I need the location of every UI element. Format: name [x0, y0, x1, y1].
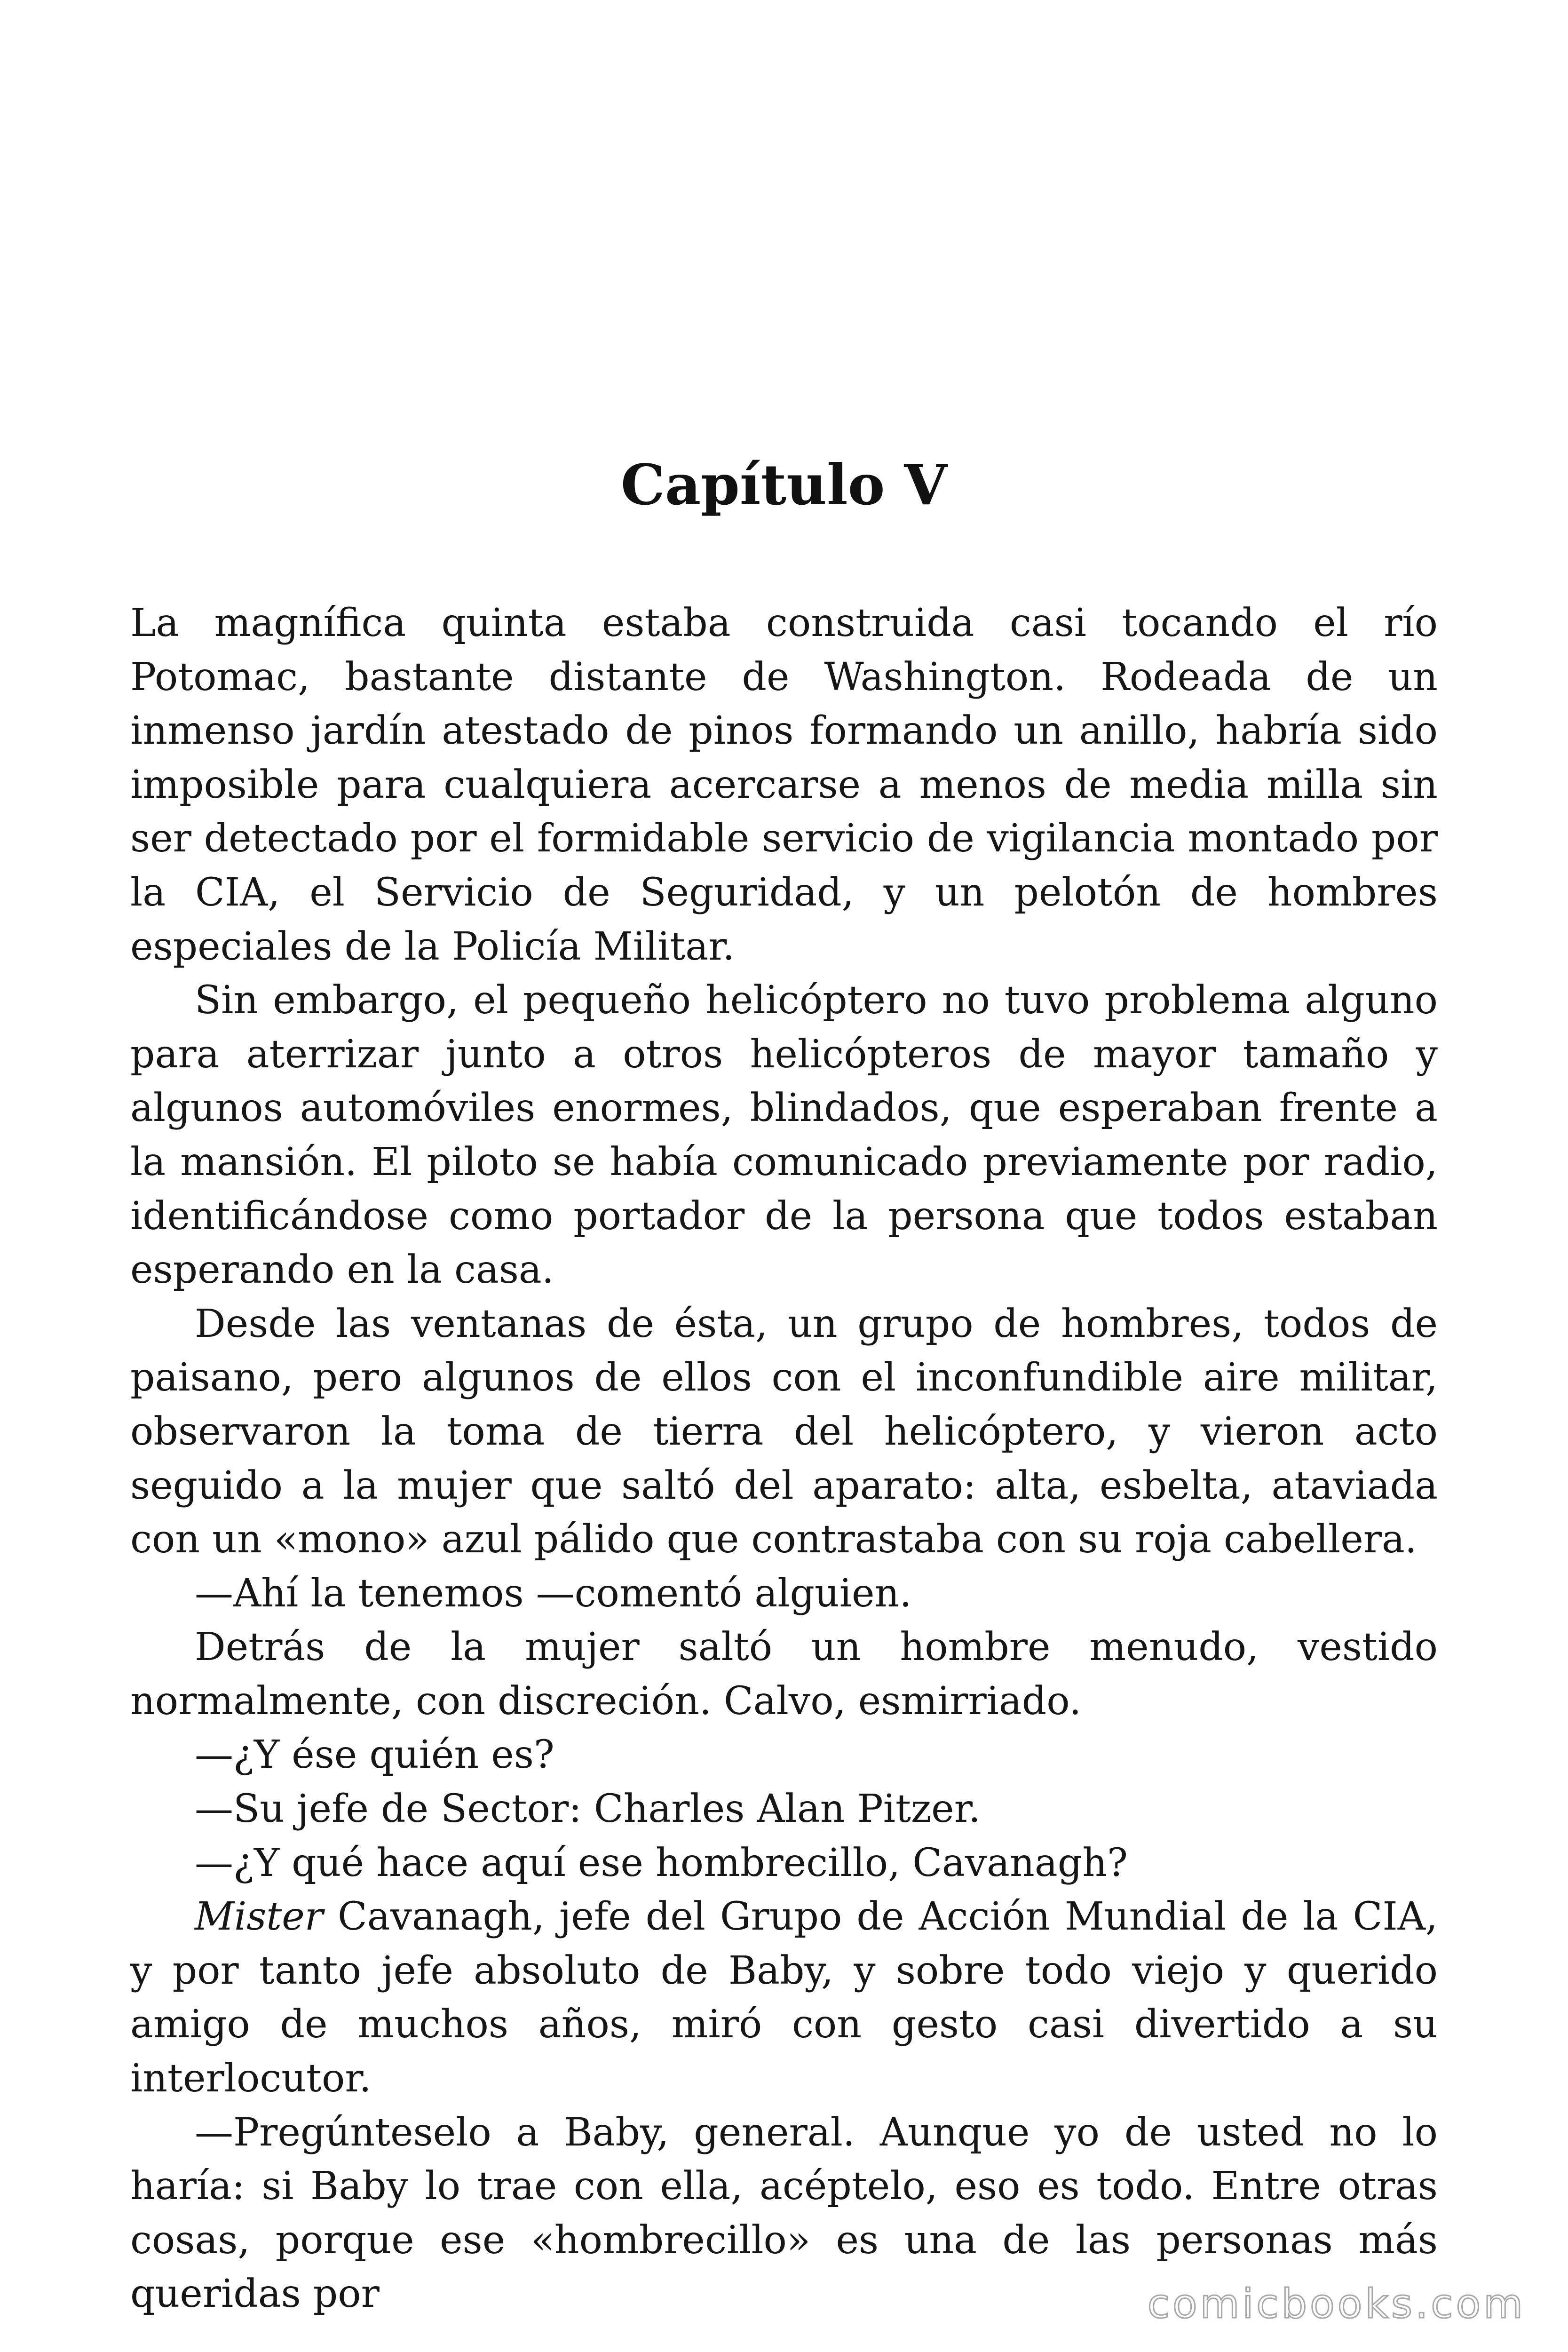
chapter-title: Capítulo V	[620, 452, 948, 517]
paragraph-1: La magnífica quinta estaba construida casi tocando el río Potomac, bastante distante de Washington. Rodeada de un inmenso jardín atestado de pinos formando un anillo, habría sido imposible para cualquiera acercarse a menos de media milla sin ser detectado por el formidable servicio de vigilancia montado por la CIA, el Servicio de Seguridad, y un pelotón de hombres especiales de la Policía Militar.	[130, 601, 1438, 969]
body-text	[130, 596, 1438, 2321]
paragraph-2: Sin embargo, el pequeño helicóptero no tuvo problema alguno para aterrizar junto a otros helicópteros de mayor tamaño y algunos automóviles enormes, blindados, que esperaban frente a la mansión. El piloto se había comunicado previamente por radio, identificándose como portador de la persona que todos estaban esperando en la casa.	[130, 978, 1438, 1293]
paragraph-9-italic-lead: Mister	[195, 1894, 323, 1939]
paragraph-7: —Su jefe de Sector: Charles Alan Pitzer.	[195, 1787, 981, 1832]
paragraph-8: —¿Y qué hace aquí ese hombrecillo, Cavanagh?	[195, 1840, 1128, 1885]
paragraph-4: —Ahí la tenemos —comentó alguien.	[195, 1571, 912, 1616]
paragraph-5: Detrás de la mujer saltó un hombre menudo, vestido normalmente, con discreción. Calvo, esmirriado.	[130, 1625, 1438, 1724]
paragraph-9	[130, 1890, 1438, 2106]
paragraph-3: Desde las ventanas de ésta, un grupo de hombres, todos de paisano, pero algunos de ellos con el inconfundible aire militar, observaron la toma de tierra del helicóptero, y vieron acto seguido a la mujer que saltó del aparato: alta, esbelta, ataviada con un «mono» azul pálido que contrastaba con su roja cabellera.	[130, 1301, 1438, 1562]
paragraph-10: —Pregúnteselo a Baby, general. Aunque yo de usted no lo haría: si Baby lo trae con ella, acéptelo, eso es todo. Entre otras cosas, porque ese «hombrecillo» es una de las personas más queridas por	[130, 2110, 1438, 2317]
paragraph-9-text: Cavanagh, jefe del Grupo de Acción Mundial de la CIA, y por tanto jefe absoluto de Baby, y sobre todo viejo y querido amigo de muchos años, miró con gesto casi divertido a su interlocutor.	[130, 1894, 1438, 2101]
watermark: comicbooks.com	[1147, 2280, 1526, 2328]
paragraph-6: —¿Y ése quién es?	[195, 1732, 554, 1778]
